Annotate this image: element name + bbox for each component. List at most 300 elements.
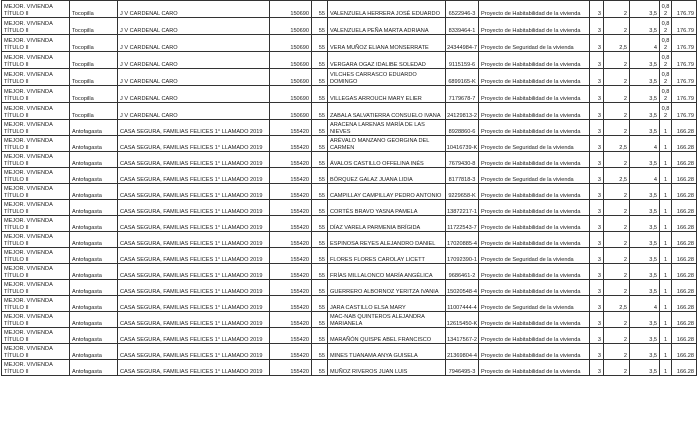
cell-total: 176.79	[672, 35, 697, 52]
cell-a: 3	[590, 120, 604, 136]
cell-a: 3	[590, 18, 604, 35]
cell-rut: 9229658-K	[446, 184, 479, 200]
cell-tipo: MEJOR. VIVIENDA TÍTULO II	[2, 18, 70, 35]
cell-tipo: MEJOR. VIVIENDA TÍTULO II	[2, 296, 70, 312]
table-row	[2, 86, 697, 103]
cell-b: 2	[604, 360, 630, 376]
cell-nombre: VALENZUELA HERRERA JOSÉ EDUARDO	[328, 1, 446, 18]
cell-entidad: J V CARDENAL CARO	[118, 1, 270, 18]
cell-codigo: 155420	[270, 120, 312, 136]
table-row	[2, 184, 697, 200]
cell-d: 1	[660, 360, 672, 376]
cell-a: 3	[590, 280, 604, 296]
cell-n: 55	[312, 35, 328, 52]
table-row	[2, 328, 697, 344]
cell-nombre: MAC-NAB QUINTEROS ALEJANDRA MARIANELA	[328, 312, 446, 328]
cell-proyecto: Proyecto de Habitabilidad de la vivienda	[479, 69, 590, 86]
cell-entidad: J V CARDENAL CARO	[118, 18, 270, 35]
cell-total: 176.79	[672, 103, 697, 120]
cell-n: 55	[312, 264, 328, 280]
cell-nombre: VILCHES CARRASCO EDUARDO DOMINGO	[328, 69, 446, 86]
cell-nombre: ESPINOSA REYES ALEJANDRO DANIEL	[328, 232, 446, 248]
cell-comuna: Antofagasta	[70, 248, 118, 264]
cell-comuna: Tocopilla	[70, 86, 118, 103]
cell-proyecto: Proyecto de Habitabilidad de la vivienda	[479, 344, 590, 360]
cell-nombre: MARAÑÓN QUISPE ABEL FRANCISCO	[328, 328, 446, 344]
cell-entidad: CASA SEGURA, FAMILIAS FELICES 1° LLAMADO 2019	[118, 152, 270, 168]
cell-entidad: CASA SEGURA, FAMILIAS FELICES 1° LLAMADO 2019	[118, 360, 270, 376]
cell-b: 2	[604, 248, 630, 264]
cell-a: 3	[590, 200, 604, 216]
cell-nombre: GUERRERO ALBORNOZ YERITZA IVANIA	[328, 280, 446, 296]
cell-nombre: CAMPILLAY CAMPILLAY PEDRO ANTONIO	[328, 184, 446, 200]
cell-nombre: DÍAZ VARELA PARMENIA BRÍGIDA	[328, 216, 446, 232]
cell-codigo: 150690	[270, 18, 312, 35]
cell-rut: 7946495-3	[446, 360, 479, 376]
cell-b: 2	[604, 280, 630, 296]
cell-codigo: 155420	[270, 280, 312, 296]
cell-a: 3	[590, 264, 604, 280]
cell-nombre: VILLEGAS ARROUCH MARY ELIER	[328, 86, 446, 103]
cell-d: 1	[660, 216, 672, 232]
table-row	[2, 248, 697, 264]
table-row	[2, 360, 697, 376]
cell-rut: 9686461-2	[446, 264, 479, 280]
cell-proyecto: Proyecto de Habitabilidad de la vivienda	[479, 360, 590, 376]
table-row	[2, 52, 697, 69]
cell-tipo: MEJOR. VIVIENDA TÍTULO II	[2, 200, 70, 216]
cell-total: 166.28	[672, 200, 697, 216]
cell-c: 3,5	[630, 18, 660, 35]
cell-d: 1	[660, 232, 672, 248]
cell-entidad: J V CARDENAL CARO	[118, 35, 270, 52]
cell-proyecto: Proyecto de Habitabilidad de la vivienda	[479, 103, 590, 120]
cell-n: 55	[312, 86, 328, 103]
table-body	[2, 1, 697, 376]
cell-proyecto: Proyecto de Habitabilidad de la vivienda	[479, 200, 590, 216]
cell-entidad: J V CARDENAL CARO	[118, 86, 270, 103]
cell-n: 55	[312, 360, 328, 376]
cell-rut: 17092390-1	[446, 248, 479, 264]
cell-d: 1	[660, 136, 672, 152]
cell-codigo: 155420	[270, 360, 312, 376]
cell-a: 3	[590, 86, 604, 103]
cell-rut: 10416739-K	[446, 136, 479, 152]
cell-proyecto: Proyecto de Seguridad de la vivienda	[479, 136, 590, 152]
cell-c: 3,5	[630, 1, 660, 18]
cell-proyecto: Proyecto de Habitabilidad de la vivienda	[479, 280, 590, 296]
cell-nombre: BÓRQUEZ GALAZ JUANA LIDIA	[328, 168, 446, 184]
cell-comuna: Tocopilla	[70, 35, 118, 52]
cell-d: 1	[660, 248, 672, 264]
cell-a: 3	[590, 232, 604, 248]
cell-codigo: 155420	[270, 264, 312, 280]
cell-tipo: MEJOR. VIVIENDA TÍTULO II	[2, 35, 70, 52]
cell-n: 55	[312, 103, 328, 120]
table-row	[2, 120, 697, 136]
cell-comuna: Antofagasta	[70, 296, 118, 312]
cell-tipo: MEJOR. VIVIENDA TÍTULO II	[2, 136, 70, 152]
cell-proyecto: Proyecto de Habitabilidad de la vivienda	[479, 86, 590, 103]
cell-entidad: J V CARDENAL CARO	[118, 103, 270, 120]
cell-codigo: 155420	[270, 168, 312, 184]
cell-comuna: Antofagasta	[70, 200, 118, 216]
cell-d: 1	[660, 280, 672, 296]
cell-comuna: Antofagasta	[70, 168, 118, 184]
cell-n: 55	[312, 200, 328, 216]
cell-codigo: 155420	[270, 232, 312, 248]
cell-c: 3,5	[630, 264, 660, 280]
cell-total: 166.28	[672, 344, 697, 360]
cell-b: 2	[604, 18, 630, 35]
cell-c: 4	[630, 136, 660, 152]
table-row	[2, 312, 697, 328]
cell-entidad: J V CARDENAL CARO	[118, 52, 270, 69]
cell-n: 55	[312, 69, 328, 86]
cell-entidad: CASA SEGURA, FAMILIAS FELICES 1° LLAMADO 2019	[118, 168, 270, 184]
cell-total: 166.28	[672, 296, 697, 312]
cell-proyecto: Proyecto de Habitabilidad de la vivienda	[479, 232, 590, 248]
cell-total: 166.28	[672, 152, 697, 168]
cell-tipo: MEJOR. VIVIENDA TÍTULO II	[2, 184, 70, 200]
cell-comuna: Antofagasta	[70, 360, 118, 376]
cell-a: 3	[590, 184, 604, 200]
cell-a: 3	[590, 360, 604, 376]
cell-rut: 8928860-6	[446, 120, 479, 136]
cell-c: 3,5	[630, 69, 660, 86]
cell-proyecto: Proyecto de Habitabilidad de la vivienda	[479, 312, 590, 328]
cell-tipo: MEJOR. VIVIENDA TÍTULO II	[2, 69, 70, 86]
cell-d: 0,8 2	[660, 86, 672, 103]
cell-b: 2	[604, 344, 630, 360]
cell-tipo: MEJOR. VIVIENDA TÍTULO II	[2, 232, 70, 248]
cell-b: 2	[604, 52, 630, 69]
cell-tipo: MEJOR. VIVIENDA TÍTULO II	[2, 1, 70, 18]
cell-b: 2	[604, 312, 630, 328]
cell-n: 55	[312, 120, 328, 136]
cell-d: 0,8 2	[660, 69, 672, 86]
cell-c: 4	[630, 296, 660, 312]
cell-total: 166.28	[672, 232, 697, 248]
cell-c: 3,5	[630, 200, 660, 216]
cell-c: 4	[630, 168, 660, 184]
cell-c: 3,5	[630, 120, 660, 136]
table-row	[2, 69, 697, 86]
cell-total: 166.28	[672, 264, 697, 280]
cell-nombre: FLORES FLORES CAROLAY LICETT	[328, 248, 446, 264]
cell-b: 2	[604, 184, 630, 200]
cell-tipo: MEJOR. VIVIENDA TÍTULO II	[2, 103, 70, 120]
cell-b: 2	[604, 216, 630, 232]
cell-n: 55	[312, 216, 328, 232]
cell-comuna: Tocopilla	[70, 69, 118, 86]
cell-tipo: MEJOR. VIVIENDA TÍTULO II	[2, 52, 70, 69]
cell-comuna: Antofagasta	[70, 152, 118, 168]
cell-a: 3	[590, 312, 604, 328]
cell-a: 3	[590, 1, 604, 18]
cell-total: 176.79	[672, 52, 697, 69]
table-row	[2, 152, 697, 168]
cell-nombre: VERGARA OGAZ IDALIBE SOLEDAD	[328, 52, 446, 69]
cell-b: 2	[604, 232, 630, 248]
cell-a: 3	[590, 35, 604, 52]
cell-n: 55	[312, 248, 328, 264]
cell-b: 2	[604, 1, 630, 18]
cell-d: 1	[660, 264, 672, 280]
cell-proyecto: Proyecto de Seguridad de la vivienda	[479, 35, 590, 52]
cell-n: 55	[312, 344, 328, 360]
cell-comuna: Tocopilla	[70, 1, 118, 18]
cell-c: 3,5	[630, 86, 660, 103]
cell-a: 3	[590, 52, 604, 69]
cell-rut: 13417567-2	[446, 328, 479, 344]
cell-proyecto: Proyecto de Habitabilidad de la vivienda	[479, 1, 590, 18]
cell-comuna: Antofagasta	[70, 184, 118, 200]
cell-n: 55	[312, 52, 328, 69]
cell-b: 2	[604, 200, 630, 216]
cell-entidad: CASA SEGURA, FAMILIAS FELICES 1° LLAMADO 2019	[118, 328, 270, 344]
cell-nombre: VERA MUÑOZ ELIANA MONSERRATE	[328, 35, 446, 52]
cell-tipo: MEJOR. VIVIENDA TÍTULO II	[2, 360, 70, 376]
cell-total: 176.79	[672, 18, 697, 35]
cell-proyecto: Proyecto de Habitabilidad de la vivienda	[479, 216, 590, 232]
cell-comuna: Antofagasta	[70, 136, 118, 152]
cell-rut: 12615450-K	[446, 312, 479, 328]
cell-tipo: MEJOR. VIVIENDA TÍTULO II	[2, 86, 70, 103]
cell-c: 3,5	[630, 344, 660, 360]
cell-entidad: CASA SEGURA, FAMILIAS FELICES 1° LLAMADO 2019	[118, 344, 270, 360]
cell-codigo: 155420	[270, 248, 312, 264]
cell-tipo: MEJOR. VIVIENDA TÍTULO II	[2, 312, 70, 328]
cell-a: 3	[590, 103, 604, 120]
cell-n: 55	[312, 168, 328, 184]
cell-nombre: FRÍAS MILLALONCO MARÍA ANGÉLICA	[328, 264, 446, 280]
cell-c: 3,5	[630, 103, 660, 120]
cell-nombre: JARA CASTILLO ELSA MARY	[328, 296, 446, 312]
cell-comuna: Tocopilla	[70, 18, 118, 35]
cell-entidad: CASA SEGURA, FAMILIAS FELICES 1° LLAMADO 2019	[118, 200, 270, 216]
cell-entidad: CASA SEGURA, FAMILIAS FELICES 1° LLAMADO 2019	[118, 296, 270, 312]
cell-entidad: CASA SEGURA, FAMILIAS FELICES 1° LLAMADO 2019	[118, 216, 270, 232]
cell-total: 166.28	[672, 312, 697, 328]
table-row	[2, 35, 697, 52]
cell-entidad: CASA SEGURA, FAMILIAS FELICES 1° LLAMADO 2019	[118, 264, 270, 280]
cell-tipo: MEJOR. VIVIENDA TÍTULO II	[2, 216, 70, 232]
cell-codigo: 150690	[270, 103, 312, 120]
cell-total: 166.28	[672, 328, 697, 344]
table-row	[2, 18, 697, 35]
cell-proyecto: Proyecto de Habitabilidad de la vivienda	[479, 18, 590, 35]
cell-d: 0,8 2	[660, 52, 672, 69]
cell-b: 2,5	[604, 168, 630, 184]
cell-d: 1	[660, 296, 672, 312]
cell-c: 3,5	[630, 280, 660, 296]
cell-codigo: 155420	[270, 328, 312, 344]
cell-proyecto: Proyecto de Habitabilidad de la vivienda	[479, 152, 590, 168]
cell-rut: 8177818-3	[446, 168, 479, 184]
cell-c: 3,5	[630, 216, 660, 232]
cell-nombre: ÁVALOS CASTILLO OFFELINA INÉS	[328, 152, 446, 168]
cell-total: 166.28	[672, 136, 697, 152]
cell-comuna: Tocopilla	[70, 52, 118, 69]
cell-n: 55	[312, 328, 328, 344]
cell-rut: 7179678-7	[446, 86, 479, 103]
cell-c: 3,5	[630, 312, 660, 328]
cell-tipo: MEJOR. VIVIENDA TÍTULO II	[2, 168, 70, 184]
cell-n: 55	[312, 312, 328, 328]
cell-n: 55	[312, 136, 328, 152]
cell-rut: 11007444-4	[446, 296, 479, 312]
cell-nombre: ARACENA LARENAS MARÍA DE LAS NIEVES	[328, 120, 446, 136]
cell-proyecto: Proyecto de Habitabilidad de la vivienda	[479, 264, 590, 280]
cell-tipo: MEJOR. VIVIENDA TÍTULO II	[2, 248, 70, 264]
cell-proyecto: Proyecto de Seguridad de la vivienda	[479, 296, 590, 312]
cell-comuna: Antofagasta	[70, 328, 118, 344]
cell-comuna: Tocopilla	[70, 103, 118, 120]
cell-entidad: CASA SEGURA, FAMILIAS FELICES 1° LLAMADO 2019	[118, 248, 270, 264]
cell-a: 3	[590, 69, 604, 86]
table-row	[2, 280, 697, 296]
cell-rut: 8339464-1	[446, 18, 479, 35]
cell-b: 2	[604, 86, 630, 103]
cell-comuna: Antofagasta	[70, 216, 118, 232]
table-row	[2, 136, 697, 152]
cell-a: 3	[590, 344, 604, 360]
cell-rut: 24129813-2	[446, 103, 479, 120]
cell-total: 166.28	[672, 216, 697, 232]
cell-d: 0,8 2	[660, 18, 672, 35]
cell-rut: 21369804-4	[446, 344, 479, 360]
cell-nombre: CORTÉS BRAVO YASNA PAMELA	[328, 200, 446, 216]
cell-entidad: CASA SEGURA, FAMILIAS FELICES 1° LLAMADO 2019	[118, 184, 270, 200]
cell-d: 0,8 2	[660, 35, 672, 52]
table-row	[2, 1, 697, 18]
cell-tipo: MEJOR. VIVIENDA TÍTULO II	[2, 280, 70, 296]
cell-rut: 7679430-8	[446, 152, 479, 168]
cell-c: 3,5	[630, 360, 660, 376]
cell-a: 3	[590, 296, 604, 312]
cell-a: 3	[590, 136, 604, 152]
cell-comuna: Antofagasta	[70, 312, 118, 328]
cell-c: 3,5	[630, 152, 660, 168]
cell-codigo: 150690	[270, 86, 312, 103]
cell-d: 1	[660, 312, 672, 328]
cell-b: 2	[604, 264, 630, 280]
cell-n: 55	[312, 184, 328, 200]
cell-rut: 6899165-K	[446, 69, 479, 86]
cell-codigo: 150690	[270, 69, 312, 86]
cell-c: 4	[630, 35, 660, 52]
table-row	[2, 200, 697, 216]
cell-tipo: MEJOR. VIVIENDA TÍTULO II	[2, 328, 70, 344]
cell-entidad: CASA SEGURA, FAMILIAS FELICES 1° LLAMADO 2019	[118, 120, 270, 136]
cell-codigo: 155420	[270, 344, 312, 360]
cell-rut: 17020885-4	[446, 232, 479, 248]
cell-rut: 13872217-1	[446, 200, 479, 216]
cell-n: 55	[312, 296, 328, 312]
cell-d: 1	[660, 328, 672, 344]
cell-codigo: 155420	[270, 184, 312, 200]
cell-a: 3	[590, 152, 604, 168]
cell-b: 2	[604, 103, 630, 120]
cell-entidad: CASA SEGURA, FAMILIAS FELICES 1° LLAMADO 2019	[118, 280, 270, 296]
cell-d: 1	[660, 200, 672, 216]
cell-proyecto: Proyecto de Habitabilidad de la vivienda	[479, 184, 590, 200]
cell-entidad: CASA SEGURA, FAMILIAS FELICES 1° LLAMADO 2019	[118, 312, 270, 328]
cell-entidad: CASA SEGURA, FAMILIAS FELICES 1° LLAMADO 2019	[118, 232, 270, 248]
cell-n: 55	[312, 152, 328, 168]
cell-n: 55	[312, 232, 328, 248]
cell-comuna: Antofagasta	[70, 120, 118, 136]
cell-codigo: 150690	[270, 52, 312, 69]
cell-a: 3	[590, 248, 604, 264]
cell-d: 0,8 2	[660, 103, 672, 120]
cell-n: 55	[312, 280, 328, 296]
cell-codigo: 155420	[270, 216, 312, 232]
cell-c: 3,5	[630, 232, 660, 248]
cell-nombre: MINES TUANAMA ANYA GUISELA	[328, 344, 446, 360]
cell-tipo: MEJOR. VIVIENDA TÍTULO II	[2, 344, 70, 360]
cell-d: 1	[660, 168, 672, 184]
cell-b: 2	[604, 69, 630, 86]
cell-c: 3,5	[630, 328, 660, 344]
cell-codigo: 155420	[270, 136, 312, 152]
cell-rut: 11722543-7	[446, 216, 479, 232]
cell-comuna: Antofagasta	[70, 264, 118, 280]
cell-total: 166.28	[672, 248, 697, 264]
table-row	[2, 103, 697, 120]
cell-tipo: MEJOR. VIVIENDA TÍTULO II	[2, 120, 70, 136]
cell-comuna: Antofagasta	[70, 344, 118, 360]
cell-b: 2	[604, 152, 630, 168]
cell-proyecto: Proyecto de Habitabilidad de la vivienda	[479, 52, 590, 69]
cell-b: 2	[604, 328, 630, 344]
cell-d: 1	[660, 184, 672, 200]
cell-total: 176.79	[672, 69, 697, 86]
cell-codigo: 155420	[270, 296, 312, 312]
cell-rut: 15020548-4	[446, 280, 479, 296]
cell-b: 2,5	[604, 136, 630, 152]
table-row	[2, 216, 697, 232]
cell-entidad: CASA SEGURA, FAMILIAS FELICES 1° LLAMADO 2019	[118, 136, 270, 152]
cell-entidad: J V CARDENAL CARO	[118, 69, 270, 86]
cell-tipo: MEJOR. VIVIENDA TÍTULO II	[2, 264, 70, 280]
cell-a: 3	[590, 168, 604, 184]
cell-codigo: 150690	[270, 1, 312, 18]
cell-proyecto: Proyecto de Habitabilidad de la vivienda	[479, 120, 590, 136]
cell-total: 176.79	[672, 1, 697, 18]
cell-codigo: 150690	[270, 35, 312, 52]
cell-proyecto: Proyecto de Habitabilidad de la vivienda	[479, 328, 590, 344]
cell-b: 2	[604, 120, 630, 136]
cell-rut: 6522946-3	[446, 1, 479, 18]
cell-c: 3,5	[630, 52, 660, 69]
cell-codigo: 155420	[270, 200, 312, 216]
cell-n: 55	[312, 18, 328, 35]
cell-a: 3	[590, 216, 604, 232]
cell-b: 2,5	[604, 296, 630, 312]
cell-comuna: Antofagasta	[70, 280, 118, 296]
cell-rut: 24344984-7	[446, 35, 479, 52]
beneficiaries-table	[1, 0, 697, 376]
cell-total: 166.28	[672, 280, 697, 296]
table-row	[2, 168, 697, 184]
cell-d: 1	[660, 152, 672, 168]
cell-b: 2,5	[604, 35, 630, 52]
cell-codigo: 155420	[270, 312, 312, 328]
cell-nombre: MUÑOZ RIVEROS JUAN LUIS	[328, 360, 446, 376]
cell-nombre: ARÉVALO MANZANO GEORGINA DEL CARMEN	[328, 136, 446, 152]
